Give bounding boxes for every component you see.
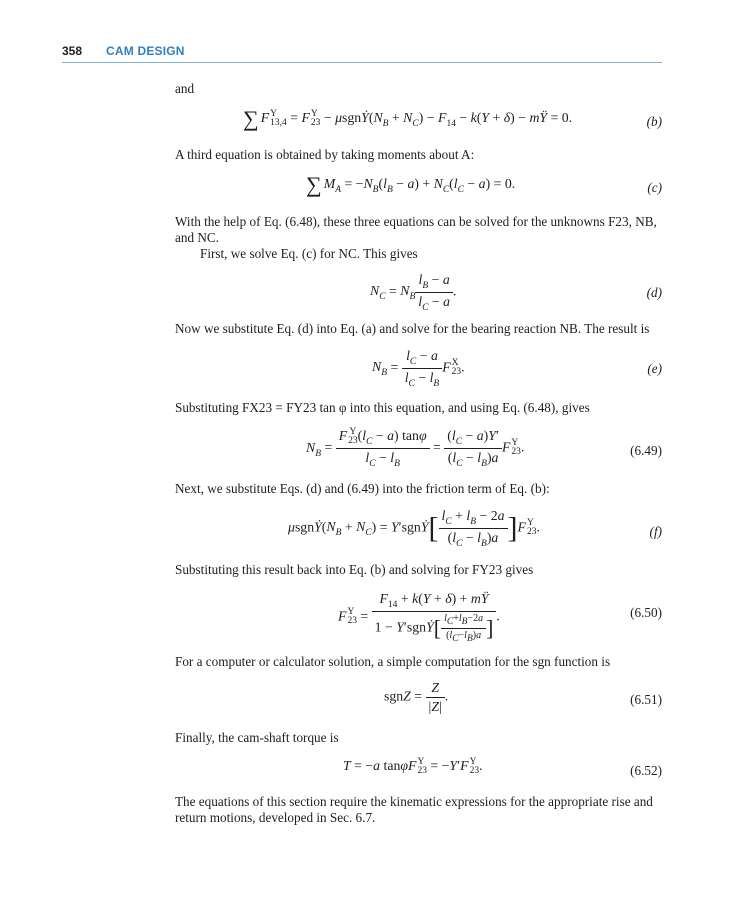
page-number: 358 — [62, 44, 83, 58]
text-first-solve: First, we solve Eq. (c) for NC. This gives — [200, 246, 418, 261]
equation-f: $\mu sgnẎ(N_B + N_C)$ = Y′sgnẎ[ $\frac{l_C + l_B - 2a}{(l_C - l_B)a}$ ]F Y 23 . — [288, 508, 540, 549]
tag-f: (f) — [649, 524, 662, 539]
tag-6-51: (6.51) — [630, 692, 662, 707]
page-header — [62, 44, 662, 63]
equation-d: $N_C = N_B$ $\frac{l_B - a}{l_C - a}$ . — [370, 272, 457, 313]
text-with-help-line1: With the help of Eq. (6.48), these three equations can be solved for the unknowns F23, NB, — [175, 214, 657, 229]
tag-b: (b) — [646, 114, 662, 129]
equation-6-52: T = −a tanφF Y 23 = −Y′F Y 23 . — [343, 757, 483, 776]
tag-d: (d) — [646, 285, 662, 300]
text-closing-line2: return motions, developed in Sec. 6.7. — [175, 810, 376, 825]
text-finally: Finally, the cam-shaft torque is — [175, 730, 339, 745]
text-third-equation: A third equation is obtained by taking moments about A: — [175, 147, 475, 162]
tag-c: (c) — [647, 180, 662, 195]
text-next-substitute: Next, we substitute Eqs. (d) and (6.49) into the friction term of Eq. (b): — [175, 481, 550, 496]
equation-6-51: sgnZ = $\frac{Z}{|Z|}$ . — [384, 680, 449, 714]
tag-6-52: (6.52) — [630, 763, 662, 778]
text-computer-solution: For a computer or calculator solution, a simple computation for the sgn function is — [175, 654, 611, 669]
chapter-title: CAM DESIGN — [106, 44, 185, 58]
text-and: and — [175, 81, 195, 96]
text-now-substitute: Now we substitute Eq. (d) into Eq. (a) and solve for the bearing reaction NB. The result is — [175, 321, 650, 336]
equation-b: ∑ F Y 13,4 = F Y 23 − $\mu sgnẎ(N_B + N_C) - F_{14} - k(Y + \delta)$ − mŸ = 0. — [243, 106, 573, 131]
equation-6-50: F Y 23 = $F_{14} + k(Y + \delta)$ + mŸ 1 − Y′sgnẎ[ $\frac{l_C+l_B-2a}{(l_C-l_B)a}$ ] . — [338, 591, 500, 644]
equation-e: $N_B$ = $\frac{l_C - a}{l_C - l_B}$ F X 23 . — [372, 348, 465, 389]
equation-c: ∑ $M_A = -N_B(l_B - a) + N_C(l_C - a) = 0$. — [306, 172, 516, 197]
tag-e: (e) — [647, 361, 662, 376]
tag-6-49: (6.49) — [630, 443, 662, 458]
equation-6-49: $N_B$ = F Y 23 $(l_C - a)$ tanφ $l_C - l_B$ = $\frac{(l_C - a)Y'}{(l_C - l_B)a}$ F Y 23 . — [306, 427, 525, 469]
tag-6-50: (6.50) — [630, 605, 662, 620]
text-closing-line1: The equations of this section require the kinematic expressions for the appropriate rise and — [175, 794, 653, 809]
text-substituting-tan: Substituting FX23 = FY23 tan φ into this equation, and using Eq. (6.48), gives — [175, 400, 590, 415]
text-substituting-back: Substituting this result back into Eq. (b) and solving for FY23 gives — [175, 562, 534, 577]
text-with-help-line2: and NC. — [175, 230, 219, 245]
